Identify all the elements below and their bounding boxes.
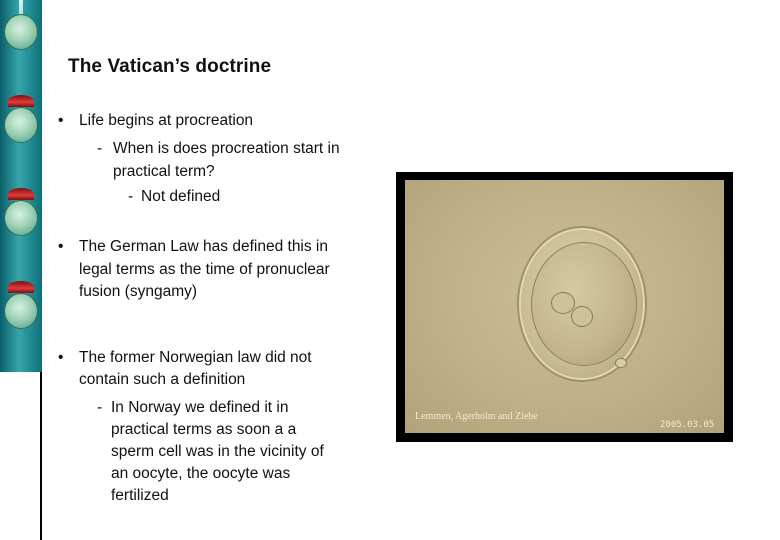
- oocyte-tile: [0, 93, 42, 186]
- injection-cap: [8, 95, 34, 107]
- micrograph-field: [405, 180, 724, 433]
- bullet-marker: •: [58, 112, 64, 129]
- bullet-1-subsub-text: Not defined: [141, 188, 221, 205]
- oocyte-image: [4, 200, 38, 236]
- bullet-3-sub-line1: In Norway we defined it in: [111, 399, 289, 416]
- bullet-3-line2: contain such a definition: [79, 371, 246, 388]
- bullet-1-text: Life begins at procreation: [79, 112, 254, 129]
- bullet-1-sub-line2: practical term?: [113, 163, 215, 180]
- oocyte-micrograph: [396, 172, 733, 442]
- bullet-3-sub-line4: an oocyte, the oocyte was: [111, 465, 291, 482]
- bullet-1-sub-line1: When is does procreation start in: [113, 140, 340, 157]
- image-caption: Lemmen, Agerholm and Ziebe: [415, 411, 538, 422]
- oocyte-image: [4, 14, 38, 50]
- bullet-marker: •: [58, 238, 64, 255]
- slide-title: The Vatican’s doctrine: [68, 56, 272, 77]
- decorative-oocyte-strip: [0, 0, 42, 372]
- bullet-3-line1: The former Norwegian law did not: [79, 349, 312, 366]
- ooplasm: [531, 242, 637, 366]
- bullet-marker: •: [58, 349, 64, 366]
- bullet-2-line2: legal terms as the time of pronuclear: [79, 261, 330, 278]
- oocyte-image: [4, 293, 38, 329]
- oocyte-tile: [0, 186, 42, 279]
- bullet-2-line3: fusion (syngamy): [79, 283, 198, 300]
- bullet-3-sub-line5: fertilized: [111, 487, 169, 504]
- bullet-2-line1: The German Law has defined this in: [79, 238, 328, 255]
- pronucleus: [571, 306, 593, 327]
- injection-cap: [8, 281, 34, 293]
- polar-body: [615, 358, 627, 368]
- subsub-dash-marker: -: [128, 188, 134, 205]
- oocyte-tile: [0, 279, 42, 372]
- bullet-3-sub-line3: sperm cell was in the vicinity of: [111, 443, 324, 460]
- sub-dash-marker: -: [97, 140, 103, 157]
- injection-cap: [8, 188, 34, 200]
- bullet-3-sub-line2: practical terms as soon a a: [111, 421, 297, 438]
- image-timestamp: 2005.03.05: [660, 420, 715, 430]
- sub-dash-marker: -: [97, 399, 103, 416]
- divider-line: [40, 372, 42, 540]
- oocyte-image: [4, 107, 38, 143]
- oocyte-tile: [0, 0, 42, 93]
